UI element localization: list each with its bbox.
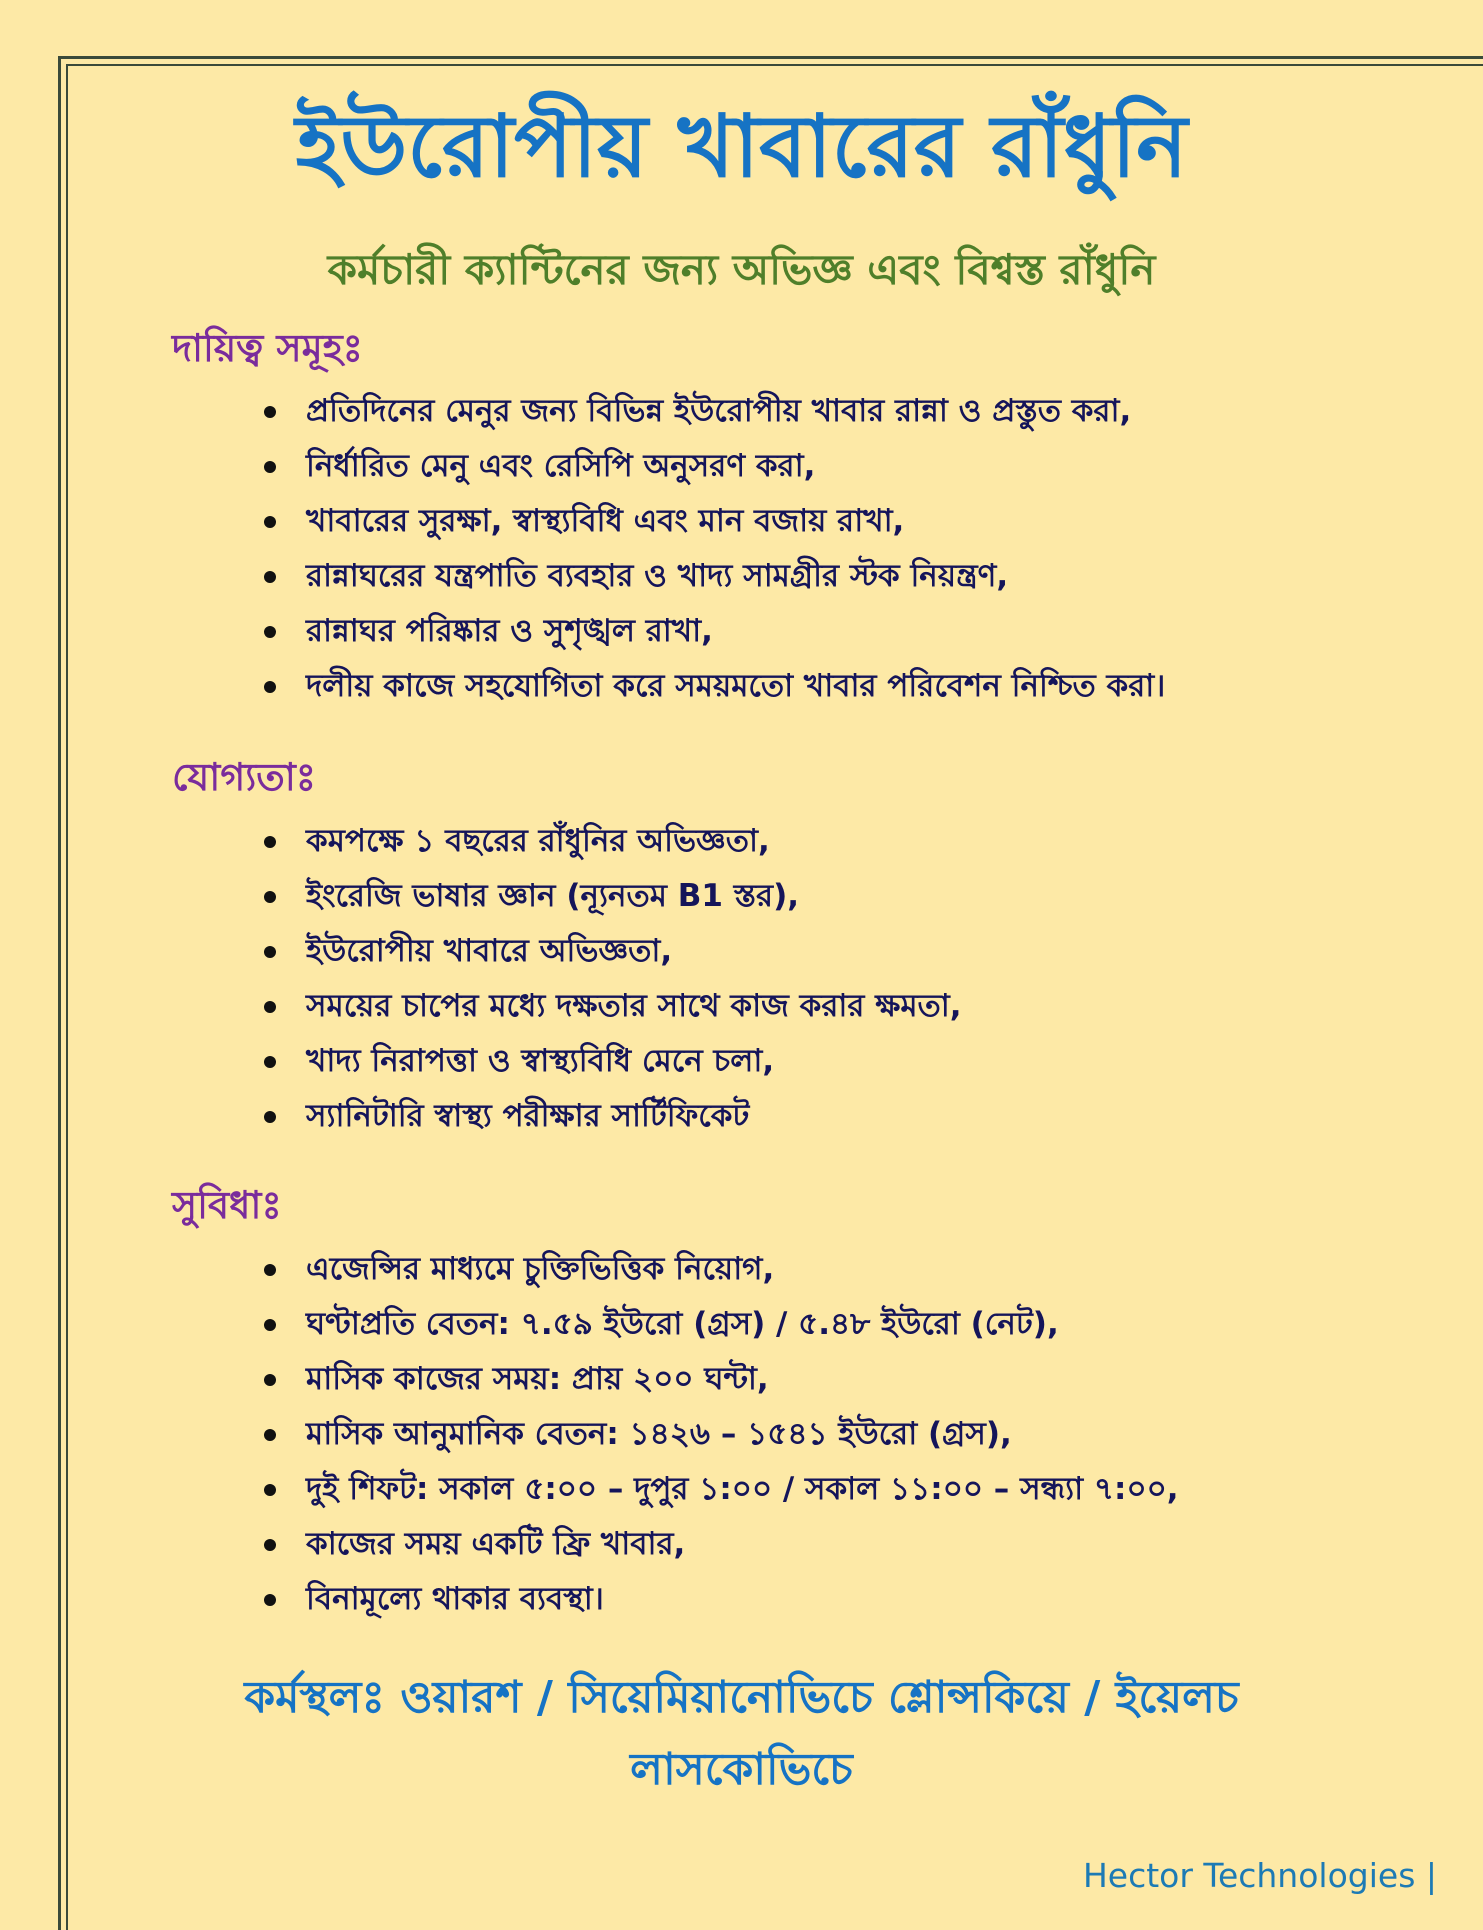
list-item: রান্নাঘরের যন্ত্রপাতি ব্যবহার ও খাদ্য সামগ্রীর স্টক নিয়ন্ত্রণ, xyxy=(258,549,1398,604)
list-item: ইংরেজি ভাষার জ্ঞান (ন্যূনতম B1 স্তর), xyxy=(258,869,1398,924)
bullet-icon xyxy=(264,461,276,473)
bullet-icon xyxy=(264,1264,276,1276)
bullet-icon xyxy=(264,1594,276,1606)
work-location xyxy=(80,1662,1403,1806)
bullet-icon xyxy=(264,571,276,583)
bullet-icon xyxy=(264,1484,276,1496)
bullet-icon xyxy=(264,626,276,638)
list-item: মাসিক কাজের সময়: প্রায় ২০০ ঘন্টা, xyxy=(258,1352,1398,1407)
bullet-icon xyxy=(264,406,276,418)
responsibilities-heading: দায়িত্ব সমূহঃ xyxy=(172,326,363,370)
bullet-icon xyxy=(264,516,276,528)
bullet-icon xyxy=(264,1539,276,1551)
list-item: এজেন্সির মাধ্যমে চুক্তিভিত্তিক নিয়োগ, xyxy=(258,1242,1398,1297)
bullet-icon xyxy=(264,1374,276,1386)
bullet-icon xyxy=(264,1001,276,1013)
list-item: মাসিক আনুমানিক বেতন: ১৪২৬ – ১৫৪১ ইউরো (গ্রস), xyxy=(258,1407,1398,1462)
list-item: রান্নাঘর পরিষ্কার ও সুশৃঙ্খল রাখা, xyxy=(258,604,1398,659)
list-item: নির্ধারিত মেনু এবং রেসিপি অনুসরণ করা, xyxy=(258,439,1398,494)
work-location-line-1: কর্মস্থলঃ ওয়ারশ / সিয়েমিয়ানোভিচে শ্লোন্সকিয়ে / ইয়েলচ xyxy=(244,1672,1239,1723)
qualifications-heading: যোগ্যতাঃ xyxy=(172,755,317,799)
list-item: খাদ্য নিরাপত্তা ও স্বাস্থ্যবিধি মেনে চলা, xyxy=(258,1034,1398,1089)
benefits-heading: সুবিধাঃ xyxy=(172,1183,282,1227)
brand-watermark: Hector Technologies | xyxy=(1082,1856,1437,1895)
bullet-icon xyxy=(264,1056,276,1068)
list-item: স্যানিটারি স্বাস্থ্য পরীক্ষার সার্টিফিকেট xyxy=(258,1089,1398,1144)
list-item: প্রতিদিনের মেনুর জন্য বিভিন্ন ইউরোপীয় খাবার রান্না ও প্রস্তুত করা, xyxy=(258,384,1398,439)
list-item: দলীয় কাজে সহযোগিতা করে সময়মতো খাবার পরিবেশন নিশ্চিত করা। xyxy=(258,659,1398,714)
bullet-icon xyxy=(264,836,276,848)
list-item: সময়ের চাপের মধ্যে দক্ষতার সাথে কাজ করার ক্ষমতা, xyxy=(258,979,1398,1034)
work-location-line-2: লাসকোভিচে xyxy=(630,1744,853,1795)
list-item: ঘণ্টাপ্রতি বেতন: ৭.৫৯ ইউরো (গ্রস) / ৫.৪৮ ইউরো (নেট), xyxy=(258,1297,1398,1352)
list-item: ইউরোপীয় খাবারে অভিজ্ঞতা, xyxy=(258,924,1398,979)
bullet-icon xyxy=(264,1319,276,1331)
responsibilities-list xyxy=(258,384,1398,714)
page-title: ইউরোপীয় খাবারের রাঁধুনি xyxy=(295,97,1188,197)
page-subtitle: কর্মচারী ক্যান্টিনের জন্য অভিজ্ঞ এবং বিশ্বস্ত রাঁধুনি xyxy=(327,245,1156,294)
benefits-list xyxy=(258,1242,1398,1627)
list-item: দুই শিফট: সকাল ৫:০০ – দুপুর ১:০০ / সকাল ১১:০০ – সন্ধ্যা ৭:০০, xyxy=(258,1462,1398,1517)
list-item: বিনামূল্যে থাকার ব্যবস্থা। xyxy=(258,1572,1398,1627)
list-item: কমপক্ষে ১ বছরের রাঁধুনির অভিজ্ঞতা, xyxy=(258,814,1398,869)
bullet-icon xyxy=(264,1111,276,1123)
list-item: কাজের সময় একটি ফ্রি খাবার, xyxy=(258,1517,1398,1572)
bullet-icon xyxy=(264,681,276,693)
list-item: খাবারের সুরক্ষা, স্বাস্থ্যবিধি এবং মান বজায় রাখা, xyxy=(258,494,1398,549)
bullet-icon xyxy=(264,1429,276,1441)
bullet-icon xyxy=(264,891,276,903)
bullet-icon xyxy=(264,946,276,958)
qualifications-list xyxy=(258,814,1398,1144)
